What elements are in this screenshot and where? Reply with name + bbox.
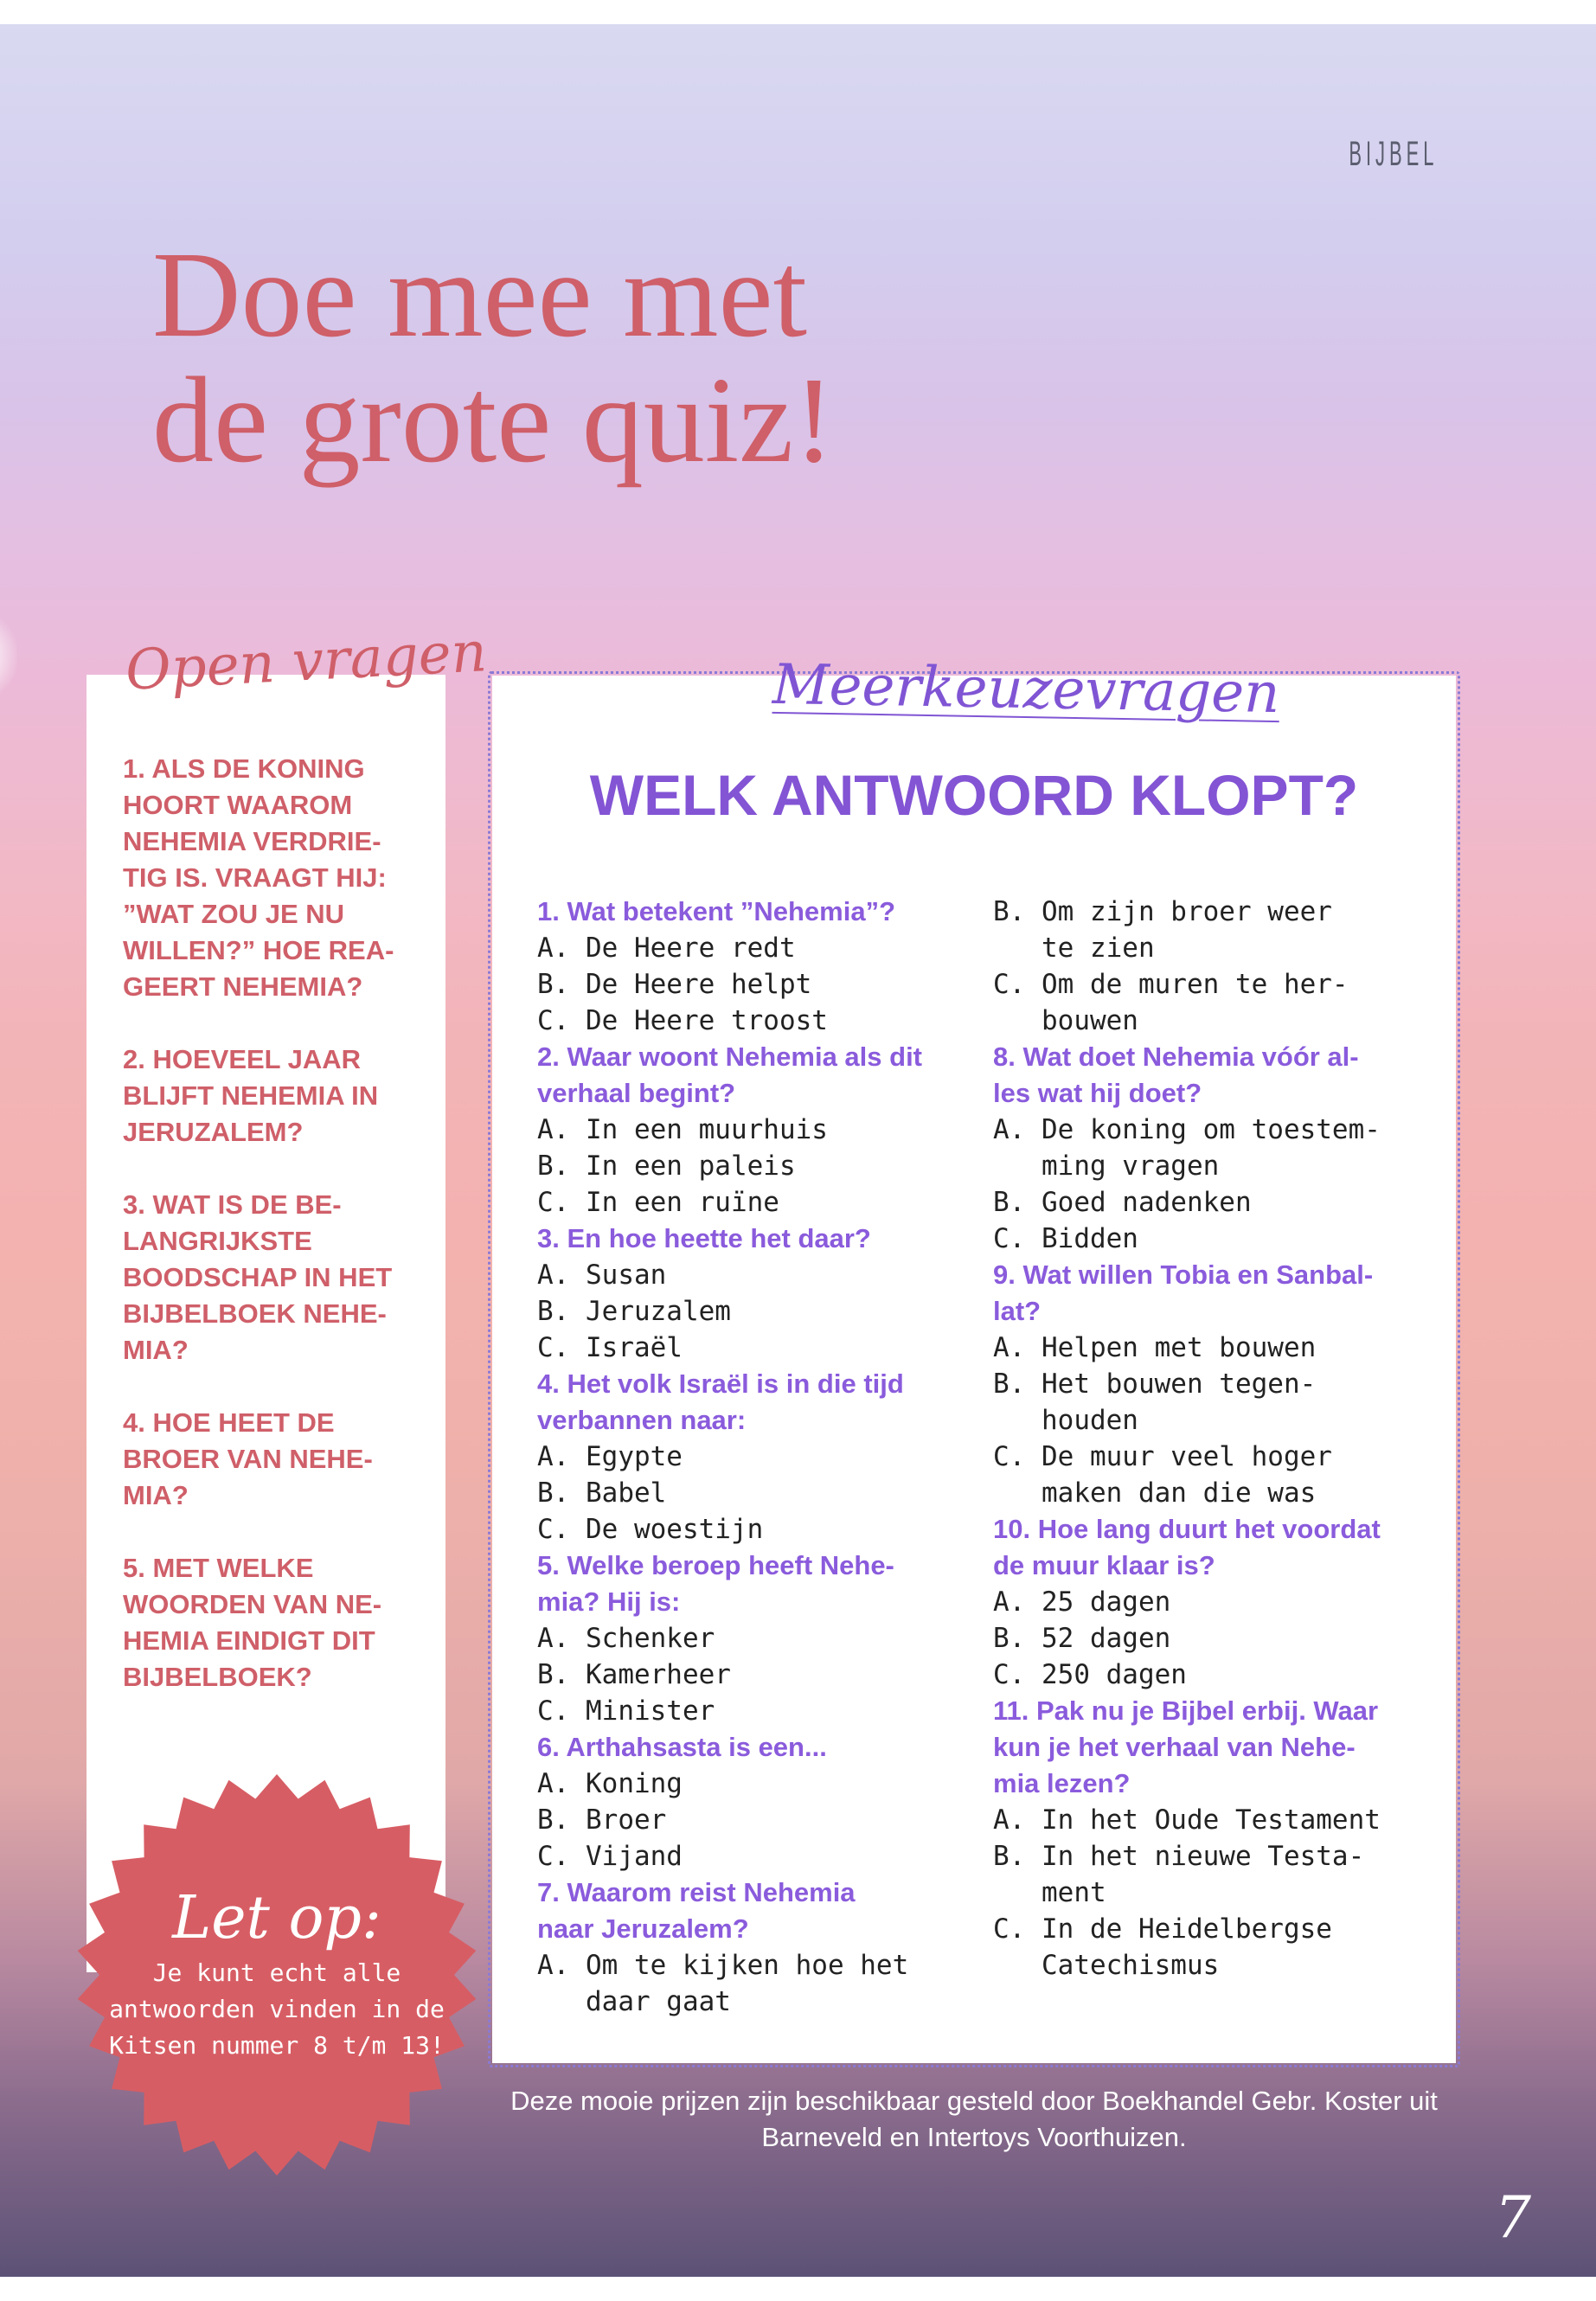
answer-option: C. Minister [537,1695,715,1727]
answer-option: C. De Heere troost [537,1005,828,1036]
answer-option: A. Helpen met bouwen [993,1332,1317,1363]
open-question: 5. MET WELKE WOORDEN VAN NE- HEMIA EINDIGT DIT BIJBELBOEK? [123,1553,382,1692]
notice-badge [74,1772,480,2178]
question-title: 8. Wat doet Nehemia vóór al- les wat hij doet? [993,1042,1359,1108]
answer-option: C. De woestijn [537,1514,764,1545]
badge-text: Je kunt echt alle antwoorden vinden in de Kitsen nummer 8 t/m 13! [109,1958,445,2060]
badge-title: Let op: [172,1884,381,1952]
multiple-choice-column-2 [993,894,1443,1984]
question-title: 3. En hoe heette het daar? [537,1223,871,1253]
question-title: 11. Pak nu je Bijbel erbij. Waar kun je het verhaal van Nehe- mia lezen? [993,1695,1379,1798]
answer-option: B. 52 dagen [993,1623,1171,1654]
question-title: 7. Waarom reist Nehemia naar Jeruzalem? [537,1877,856,1944]
open-question: 2. HOEVEEL JAAR BLIJFT NEHEMIA IN JERUZALEM? [123,1044,379,1147]
page-title [152,226,835,488]
answer-option: C. Bidden [993,1223,1138,1254]
answer-option: A. Egypte [537,1441,683,1472]
open-question: 4. HOE HEET DE BROER VAN NEHE- MIA? [123,1407,373,1510]
answer-option: B. De Heere helpt [537,969,812,1000]
moon-decoration [0,604,17,708]
open-questions-heading: Open vragen [124,620,489,703]
question-title: 10. Hoe lang duurt het voordat de muur klaar is? [993,1514,1381,1580]
title-line-2: de grote quiz! [152,351,835,488]
question-title: 2. Waar woont Nehemia als dit verhaal begint? [537,1042,923,1108]
answer-option: A. Susan [537,1259,667,1291]
question-title: 5. Welke beroep heeft Nehe- mia? Hij is: [537,1550,894,1617]
multiple-choice-title: WELK ANTWOORD KLOPT? [589,763,1359,827]
answer-option: A. De Heere redt [537,933,796,964]
open-question: 3. WAT IS DE BE- LANGRIJKSTE BOODSCHAP IN HET BIJBELBOEK NEHE- MIA? [123,1189,393,1365]
answer-option: C. De muur veel hoger maken dan die was [993,1441,1332,1509]
question-title: 1. Wat betekent ”Nehemia”? [537,896,896,926]
multiple-choice-column-1 [537,894,970,2020]
answer-option: C. In de Heidelbergse Catechismus [993,1913,1332,1981]
answer-option: B. Babel [537,1477,667,1509]
answer-option: A. Schenker [537,1623,715,1654]
open-question: 1. ALS DE KONING HOORT WAAROM NEHEMIA VERDRIE- TIG IS. VRAAGT HIJ: ”WAT ZOU JE NU WILLEN?” HOE REA- GEERT NEHEMIA? [123,753,394,1002]
answer-option: B. Goed nadenken [993,1187,1252,1218]
answer-option: C. Israël [537,1332,683,1363]
magazine-page [0,24,1596,2277]
answer-option: B. Om zijn broer weer te zien [993,896,1332,964]
multiple-choice-heading: Meerkeuzevragen [772,652,1280,727]
answer-option: B. Jeruzalem [537,1296,731,1327]
answer-option: B. Het bouwen tegen- houden [993,1368,1317,1436]
answer-option: A. Om te kijken hoe het daar gaat [537,1950,909,2017]
answer-option: C. 250 dagen [993,1659,1187,1690]
answer-option: B. In het nieuwe Testa- ment [993,1841,1365,1908]
multiple-choice-panel [494,677,1454,2061]
answer-option: B. In een paleis [537,1150,796,1182]
question-title: 9. Wat willen Tobia en Sanbal- lat? [993,1259,1374,1326]
open-questions-list [123,751,426,1732]
answer-option: A. In het Oude Testament [993,1804,1381,1836]
answer-option: A. Koning [537,1768,683,1799]
section-label: BIJBEL [1348,135,1438,173]
question-title: 4. Het volk Israël is in die tijd verbannen naar: [537,1368,904,1435]
answer-option: B. Broer [537,1804,667,1836]
page-number: 7 [1495,2184,1531,2251]
answer-option: C. In een ruïne [537,1187,779,1218]
answer-option: B. Kamerheer [537,1659,731,1690]
answer-option: A. In een muurhuis [537,1114,828,1145]
title-line-1: Doe mee met [152,226,808,362]
answer-option: A. 25 dagen [993,1586,1171,1618]
question-title: 6. Arthahsasta is een... [537,1732,827,1762]
answer-option: C. Om de muren te her- bouwen [993,969,1349,1036]
answer-option: A. De koning om toestem- ming vragen [993,1114,1381,1182]
prize-credits: Deze mooie prijzen zijn beschikbaar gesteld door Boekhandel Gebr. Koster uit Barneveld en Intertoys Voorthuizen. [510,2086,1438,2152]
answer-option: C. Vijand [537,1841,683,1872]
